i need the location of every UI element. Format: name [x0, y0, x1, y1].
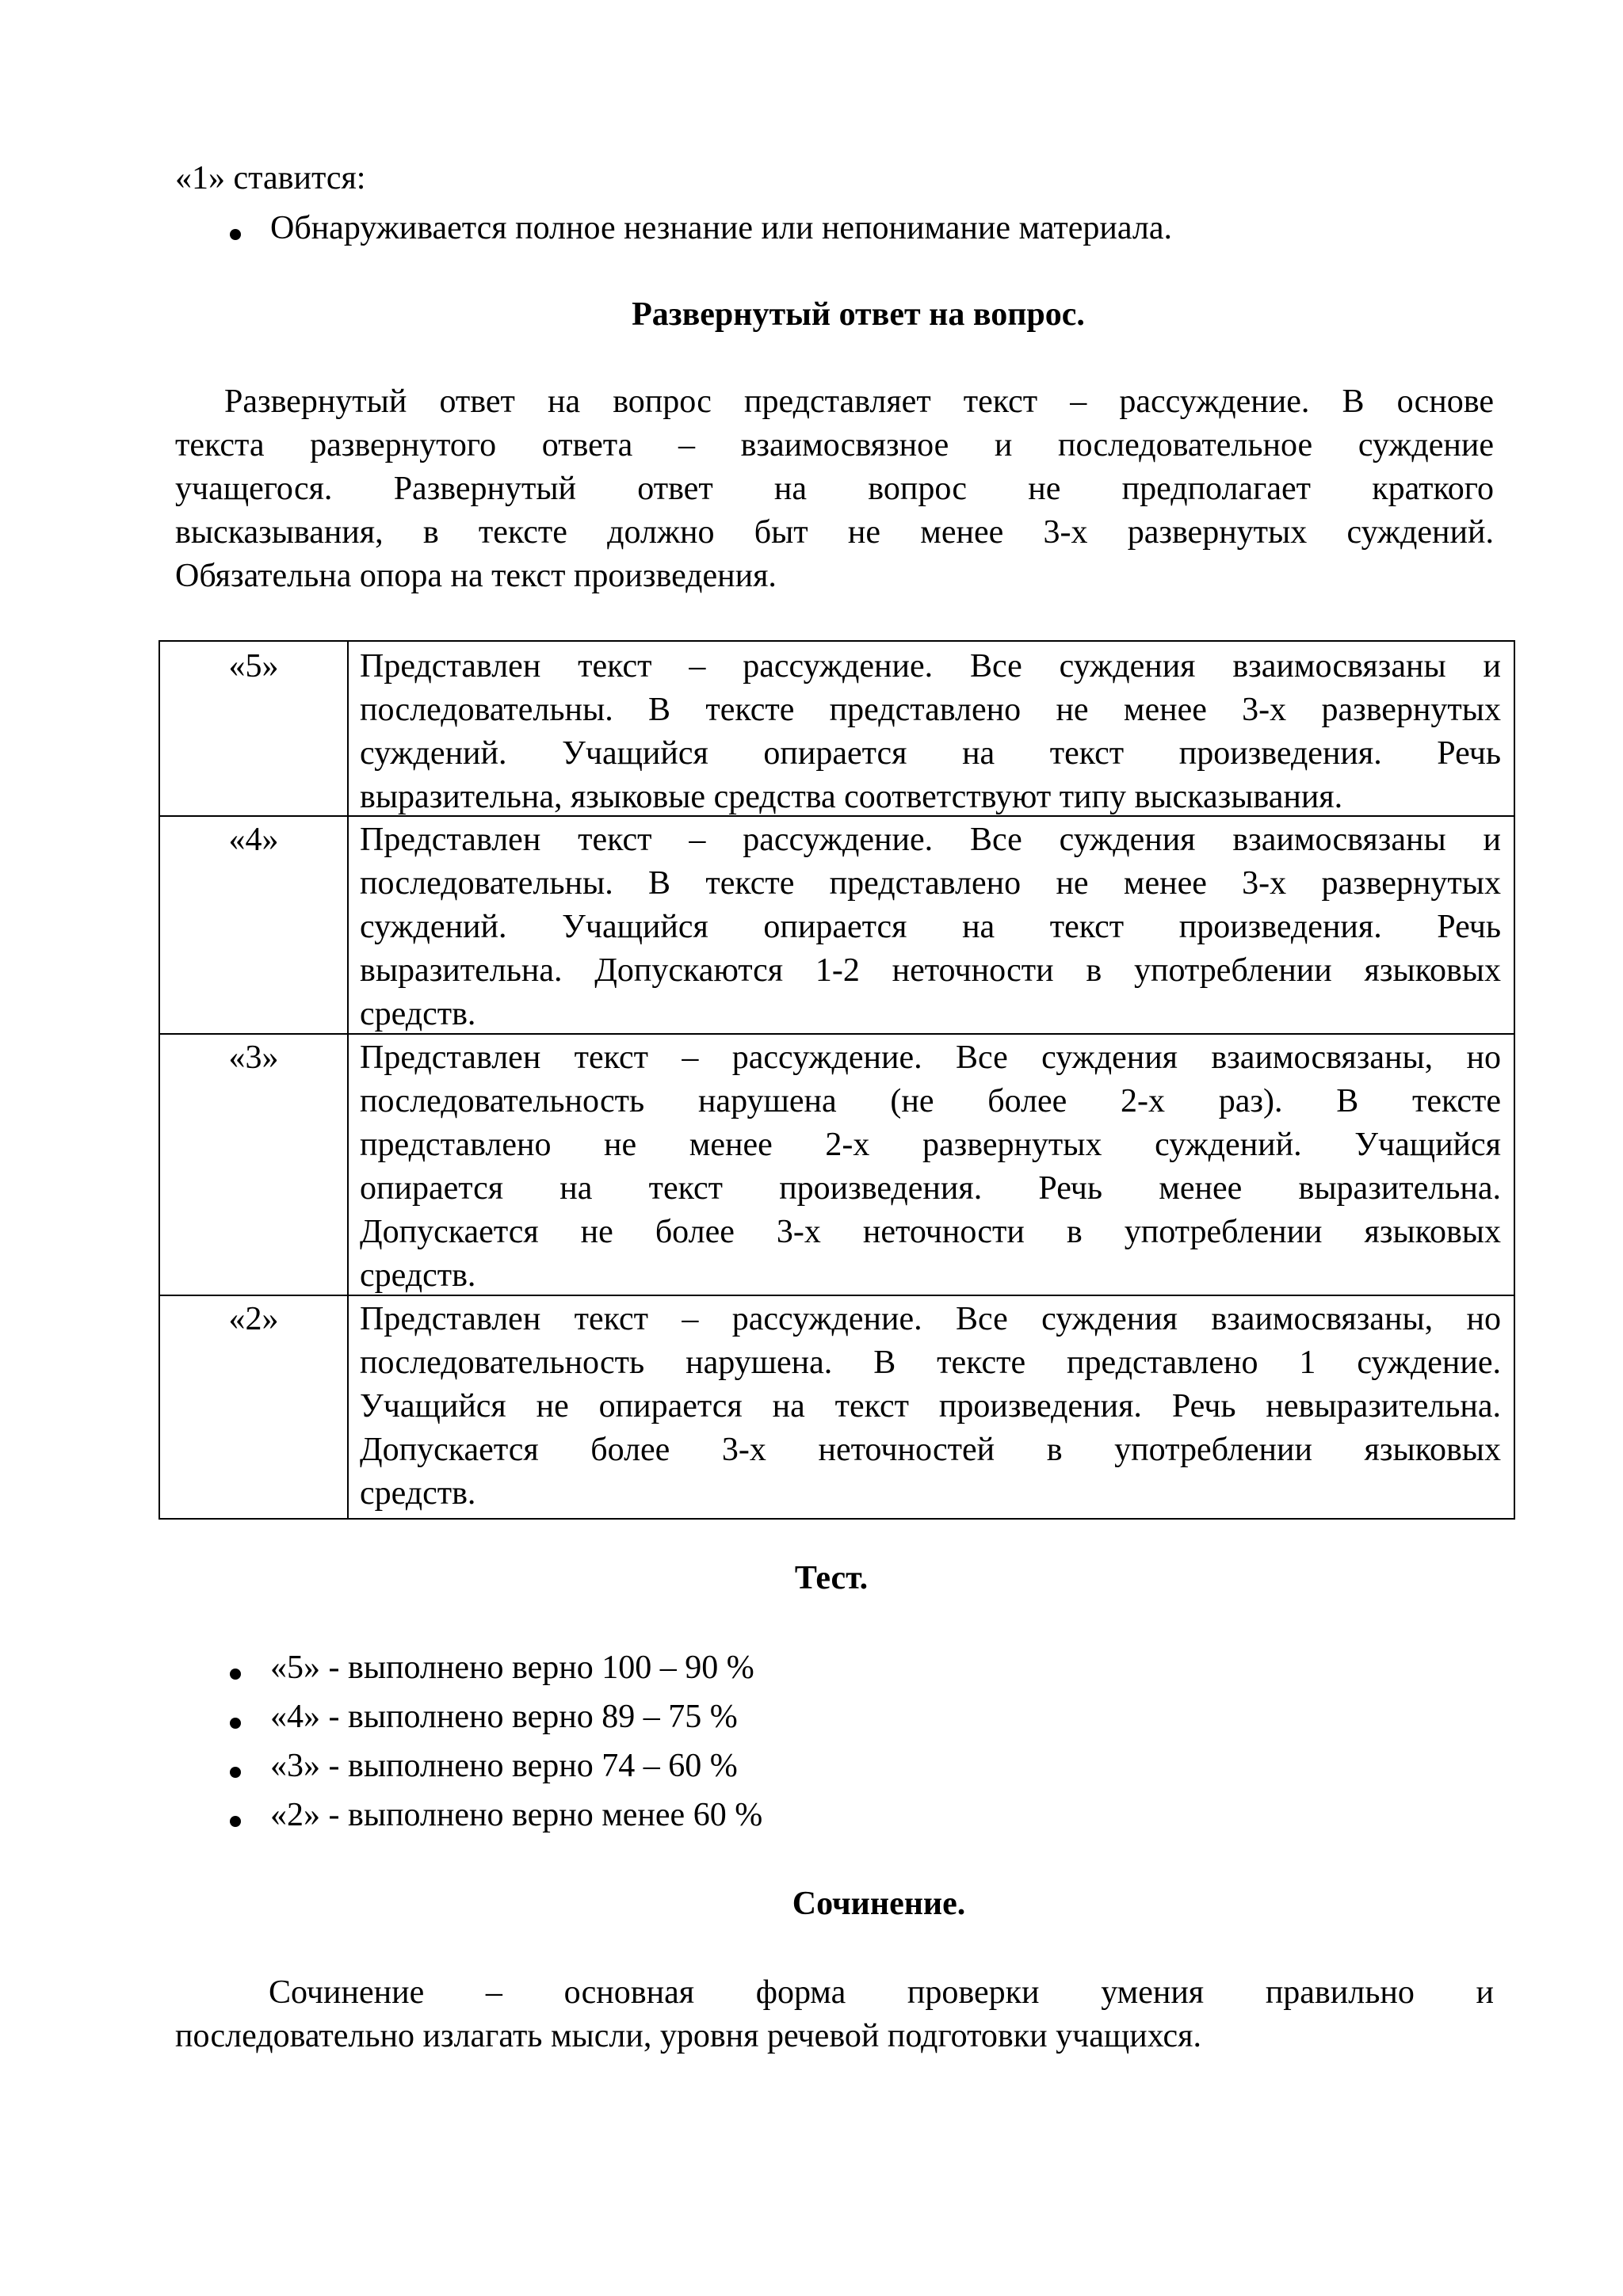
criteria-line: последовательны. В тексте представлено не менее 3-х развернутых	[360, 692, 1501, 728]
paragraph-line: Обязательна опора на текст произведения.	[175, 558, 777, 594]
criteria-line: Представлен текст – рассуждение. Все суждения взаимосвязаны и	[360, 648, 1501, 685]
bullet-icon	[230, 1767, 241, 1778]
criteria-line: суждений. Учащийся опирается на текст произведения. Речь	[360, 735, 1501, 772]
grade-cell: «2»	[228, 1301, 279, 1337]
grade-cell: «4»	[228, 822, 279, 858]
bullet-icon	[230, 1816, 241, 1827]
criteria-line: выразительна, языковые средства соответствуют типу высказывания.	[360, 779, 1343, 815]
criteria-line: суждений. Учащийся опирается на текст произведения. Речь	[360, 909, 1501, 945]
intro-bullet-text: Обнаруживается полное незнание или непонимание материала.	[270, 210, 1172, 246]
table-row-divider	[160, 1295, 1514, 1296]
criteria-line: последовательность нарушена (не более 2-х раз). В тексте	[360, 1083, 1501, 1119]
bullet-icon	[230, 1718, 241, 1729]
criteria-line: Представлен текст – рассуждение. Все суждения взаимосвязаны, но	[360, 1301, 1501, 1337]
section-title-essay: Сочинение.	[792, 1886, 966, 1922]
grade-one-label: «1» ставится:	[175, 160, 366, 196]
grading-table	[158, 640, 1515, 1520]
table-row-divider	[160, 1033, 1514, 1035]
bullet-icon	[230, 229, 241, 240]
paragraph-line: Развернутый ответ на вопрос представляет текст – рассуждение. В основе	[224, 383, 1494, 420]
paragraph-line: учащегося. Развернутый ответ на вопрос не предполагает краткого	[175, 471, 1494, 507]
criteria-line: Допускается более 3-х неточностей в употреблении языковых	[360, 1432, 1501, 1468]
grade-cell: «5»	[228, 648, 279, 685]
test-grade-item: «3» - выполнено верно 74 – 60 %	[270, 1748, 738, 1784]
criteria-line: Представлен текст – рассуждение. Все суждения взаимосвязаны, но	[360, 1039, 1501, 1076]
paragraph-line: высказывания, в тексте должно быт не менее 3-х развернутых суждений.	[175, 514, 1494, 551]
criteria-line: Учащийся не опирается на текст произведения. Речь невыразительна.	[360, 1388, 1501, 1425]
criteria-line: выразительна. Допускаются 1-2 неточности в употреблении языковых	[360, 952, 1501, 989]
test-grade-item: «5» - выполнено верно 100 – 90 %	[270, 1650, 754, 1686]
criteria-line: Представлен текст – рассуждение. Все суждения взаимосвязаны и	[360, 822, 1501, 858]
paragraph-line: Сочинение – основная форма проверки умения правильно и	[269, 1974, 1494, 2011]
criteria-line: средств.	[360, 1475, 476, 1512]
paragraph-line: текста развернутого ответа – взаимосвязное и последовательное суждение	[175, 427, 1494, 463]
criteria-line: представлено не менее 2-х развернутых суждений. Учащийся	[360, 1127, 1501, 1163]
table-column-divider	[347, 642, 349, 1518]
test-grade-item: «4» - выполнено верно 89 – 75 %	[270, 1699, 738, 1735]
criteria-line: средств.	[360, 996, 476, 1032]
criteria-line: средств.	[360, 1257, 476, 1294]
paragraph-line: последовательно излагать мысли, уровня речевой подготовки учащихся.	[175, 2018, 1201, 2054]
grade-cell: «3»	[228, 1039, 279, 1076]
bullet-icon	[230, 1669, 241, 1680]
section-title-detailed-answer: Развернутый ответ на вопрос.	[632, 296, 1085, 333]
criteria-line: опирается на текст произведения. Речь менее выразительна.	[360, 1170, 1501, 1207]
criteria-line: Допускается не более 3-х неточности в употреблении языковых	[360, 1214, 1501, 1250]
criteria-line: последовательность нарушена. В тексте представлено 1 суждение.	[360, 1344, 1501, 1381]
test-grade-item: «2» - выполнено верно менее 60 %	[270, 1797, 763, 1833]
section-title-test: Тест.	[794, 1560, 869, 1596]
table-row-divider	[160, 815, 1514, 817]
criteria-line: последовательны. В тексте представлено не менее 3-х развернутых	[360, 865, 1501, 902]
